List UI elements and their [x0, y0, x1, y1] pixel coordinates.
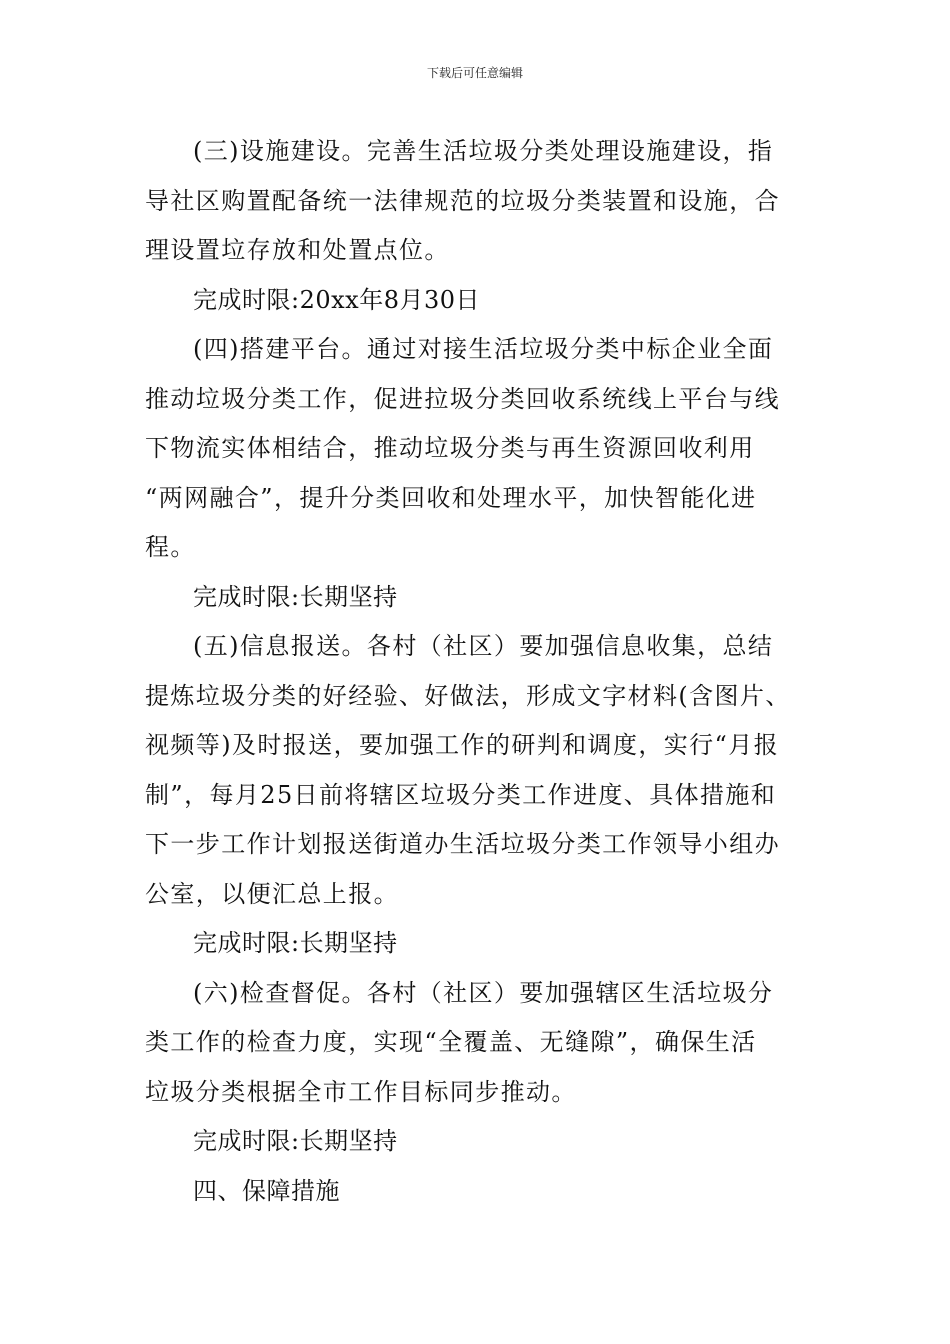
- paragraph-line: 导社区购置配备统一法律规范的垃圾分类装置和设施，合: [145, 186, 780, 215]
- paragraph-build-platform: [145, 325, 807, 573]
- paragraph-information-reporting: [145, 622, 807, 919]
- paragraph-inspection-supervision: [145, 969, 807, 1118]
- paragraph-facility-construction: [145, 127, 807, 276]
- paragraph-line: 理设置垃存放和处置点位。: [145, 236, 450, 264]
- paragraph-line: 程。: [145, 533, 196, 561]
- paragraph-line: (三)设施建设。完善生活垃圾分类处理设施建设，指: [193, 137, 774, 165]
- deadline-line: 完成时限:长期坚持: [193, 582, 398, 611]
- page-header-note: 下载后可任意编辑: [426, 66, 523, 80]
- paragraph-line: (四)搭建平台。通过对接生活垃圾分类中标企业全面: [193, 335, 774, 363]
- paragraph-line: 类工作的检查力度，实现“全覆盖、无缝隙”，确保生活: [145, 1028, 757, 1056]
- section-heading: 四、保障措施: [193, 1176, 340, 1205]
- document-body: [145, 127, 807, 1216]
- paragraph-line: (五)信息报送。各村（社区）要加强信息收集，总结: [193, 632, 774, 660]
- deadline-line: 完成时限:20xx年8月30日: [193, 285, 481, 314]
- paragraph-line: 视频等)及时报送，要加强工作的研判和调度，实行“月报: [145, 731, 780, 759]
- deadline-line: 完成时限:长期坚持: [193, 1127, 398, 1155]
- paragraph-line: 垃圾分类根据全市工作目标同步推动。: [145, 1077, 577, 1106]
- paragraph-line: “两网融合”，提升分类回收和处理水平，加快智能化进: [145, 483, 757, 512]
- paragraph-line: 公室，以便汇总上报。: [145, 879, 399, 908]
- paragraph-line: 下一步工作计划报送街道办生活垃圾分类工作领导小组办: [145, 830, 780, 858]
- paragraph-line: (六)检查督促。各村（社区）要加强辖区生活垃圾分: [193, 978, 774, 1007]
- deadline-line: 完成时限:长期坚持: [193, 929, 398, 957]
- paragraph-line: 推动垃圾分类工作，促进拉圾分类回收系统线上平台与线: [145, 384, 780, 413]
- paragraph-line: 制”，每月25日前将辖区垃圾分类工作进度、具体措施和: [145, 780, 777, 809]
- paragraph-line: 下物流实体相结合，推动垃圾分类与再生资源回收利用: [145, 434, 755, 462]
- paragraph-line: 提炼垃圾分类的好经验、好做法，形成文字材料(含图片、: [145, 681, 791, 710]
